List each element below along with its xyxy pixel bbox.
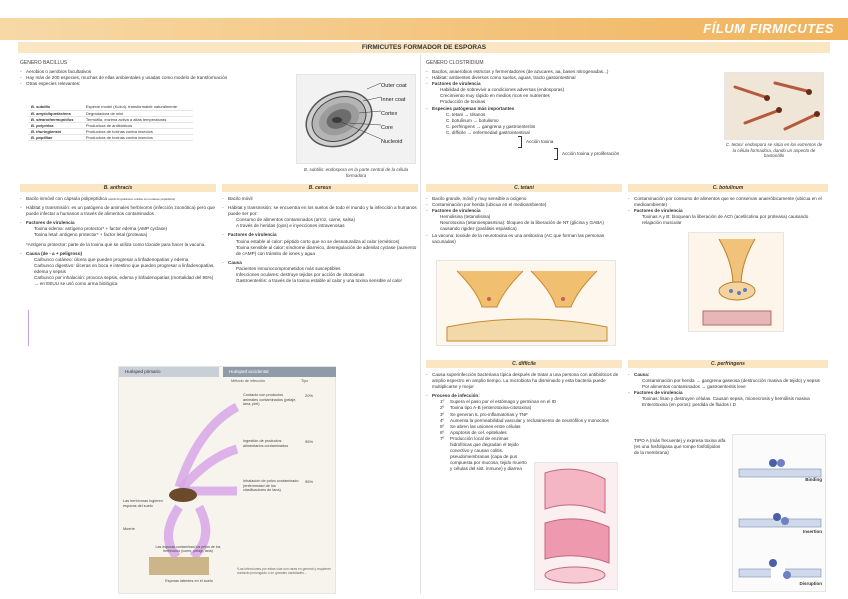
colitis-illustration — [534, 462, 618, 590]
anthracis-factor: Toxina edema: antígeno protector* + factor edema (AMP cyclase) — [34, 226, 168, 232]
diagram-pct: 95% — [305, 439, 314, 444]
anthracis-pane — [20, 184, 216, 287]
colon-svg — [535, 463, 619, 591]
perfringens-type-a: TIPO A (más frecuente) y expresa toxina alfa (es una fosfolipasa que rompe fosfolípidos de la membrana) — [634, 438, 726, 456]
species-name: B. thuringiensis — [28, 128, 83, 134]
bacillus-intro — [20, 60, 295, 87]
tetani-toxin: Neurotoxina (tetanoespasmina): bloqueo de la liberación de NT (glicina y GABA) causando rigidez (parálisis espástica) — [440, 220, 604, 232]
species-item: C. tetani → tétanos — [446, 111, 486, 117]
diagram-method: Método de infección — [231, 379, 265, 383]
anthracis-cause: Carbunco cutáneo: úlcera que pueden progresar a linfadenopatías y edema — [34, 256, 189, 262]
diagram-death-label: Muerte — [123, 527, 135, 531]
clostridium-heading: GENERO CLOSTRIDIUM — [426, 60, 484, 66]
perfringens-cause: Por alimentos contaminados → gastroenteritis leve — [642, 384, 746, 390]
difficile-list — [426, 372, 622, 399]
severity-arrow — [28, 310, 29, 346]
synapse-illustration — [437, 261, 617, 347]
spore-labels — [381, 79, 407, 149]
diagram-col-primary: Huésped primario — [119, 367, 219, 377]
cereus-factors-heading: - Factores de virulencia — [222, 232, 418, 238]
toxin-mechanism-diagram — [732, 434, 826, 592]
anthracis-title: B. anthracis — [20, 184, 216, 192]
difficile-cause: - Causa superinfección bacteriana típica después de tratar a una persona con antibióticos de amplio espectro en amplio tiempo. La microbiota ha disminuido y esta bacteria puede multiplicarse y mejor — [426, 372, 622, 390]
difficile-title: C. difficile — [426, 360, 622, 368]
cereus-factor: Toxina sensible al calor: síndrome diarreico, desregulación de adenilat cyclase (aumento de cAMP) con tránsito de iones y agua — [236, 244, 417, 256]
diagram-route: Contacto con productos animales contaminados (pelaje, lana, piel) — [243, 393, 297, 407]
anthrax-transmission-diagram — [118, 366, 336, 594]
cereus-habitat: - Hábitat y transmisión: se encuentra en los suelos de todo el mundo y la infección a humanos puede ser por: — [222, 205, 418, 217]
perfringens-factor: Enterotoxina (en poros): perdida de fluidos I.D — [642, 402, 736, 408]
diagram-route: Inhalación de polvo contaminado (enfermedad de los clasificadores de lana) — [243, 479, 299, 493]
perfringens-factor: Toxinas: lisan y destruyen células. Causan sepsis, mionecrosis y hemólisis masiva — [642, 396, 810, 402]
step-row: 1º Supera el paso por el estómago y germinan en el ID — [440, 399, 557, 405]
anthracis-cause: Carbunco por inhalación: provoca sepsis, edema y linfadenopatías (mortalidad del 95%) → en EEUU se usó como arma biológica — [34, 275, 214, 287]
section-band — [18, 42, 830, 53]
clostridium-bullet: - Hábitat: ambientes diversos como suelos, aguas, tracto gastointestinal — [426, 75, 716, 81]
species-item: C. difficile → enfermedad gastrointestinal — [446, 129, 530, 135]
left-column — [18, 54, 418, 599]
bacillus-bullets — [20, 69, 295, 87]
perfringens-title: C. perfringens — [628, 360, 828, 368]
disruption-label: Disruption — [799, 581, 822, 586]
tetani-toxin: Hemolisina (tetanolisina) — [440, 214, 491, 220]
species-item: C. botulinum → botulismo — [446, 117, 499, 123]
cereus-cause: Pacientes inmunocomprometidos más susceptibles — [236, 265, 341, 271]
step-row: 7º Producción local de enzimas hidrolíticas que degradan el tejido conectivo y causan colitis, pseudomembranas (capa de pus compuesta por mucosa, tejido muerto y células del sist. inmune) y diarrea — [440, 435, 527, 472]
species-desc: Degradadora de miel — [83, 110, 193, 116]
anthracis-factor: Toxina letal: antígeno protector* + factor letal (proteasa) — [34, 232, 148, 238]
botulinum-neuron-diagram — [688, 232, 784, 332]
perfringens-list — [628, 372, 828, 409]
cereus-cause: Infecciones oculares: destruye tejidos por acción de citotoxinas — [236, 272, 365, 278]
botulinum-item: - Contaminación por consumo de alimentos que se conservan anaeróbicamente (ubicua en el medioambiente) — [628, 196, 828, 208]
diagram-pct: 20% — [305, 393, 314, 398]
cereus-pane — [222, 184, 418, 284]
step-row: 5º Se abren las uniones entre células — [440, 423, 521, 429]
toxin-mechanism-svg — [733, 435, 827, 593]
botulinum-item: - Factores de virulencia — [628, 208, 828, 214]
bacillus-bullet: - Hay más de 200 especies, muchas de ellas ambientales y usadas como modelo de transformación — [20, 75, 295, 81]
group2-label: Acción toxina y proliferación — [562, 151, 620, 156]
diagram-note: *Las infecciones por estas vías son raras en general y requieren contacto prolongado o en grandes cantidades... — [237, 567, 332, 575]
banner-title: FÍLUM FIRMICUTES — [703, 21, 834, 36]
difficile-process-heading: - Proceso de infección: — [426, 393, 622, 399]
perfringens-cause: Contaminación por herida → gangrena gaseosa (destrucción masiva de tejido) y sepsis — [642, 378, 820, 384]
anthracis-list — [20, 196, 216, 287]
species-item: C. perfringens → gangrena y gastroenteritis — [446, 123, 536, 129]
cereus-route: Consumo de alimentos contaminados (arroz, carne, salsa) — [236, 217, 355, 223]
species-name: B. subtilis — [28, 104, 83, 110]
perfringens-causes-heading: - Causa: — [628, 372, 828, 378]
anthracis-habitat: - Hábitat y transmisión: es un patógeno de animales herbívoros (infección zoonótica) pero que puede infectar a humanos a través de alimentos contaminados — [20, 205, 216, 217]
bacillus-bullet: - Aerobios o aerobios facultativos — [20, 69, 295, 75]
group1-label: Acción toxina — [526, 139, 554, 144]
cereus-route: A través de heridas (ojos) e inyecciones intravenosas — [236, 223, 345, 229]
section-title: FIRMICUTES FORMADOR DE ESPORAS — [361, 44, 487, 51]
spore-label: Core — [381, 125, 393, 131]
species-desc: Termófila, enzima activa a altas temperaturas — [83, 116, 193, 122]
step-row: 6º Apoptosis de cel. epiteliales — [440, 429, 507, 435]
tetani-item: - Bacilo grande, móvil y muy sensible a oxígeno — [426, 196, 622, 202]
step-row: 4º Aumenta la permeabilidad vascular y reclutamiento de neutrófilos y monocitos — [440, 417, 609, 423]
diagram-pct: 95% — [305, 479, 314, 484]
spore-micrograph — [296, 74, 416, 164]
column-divider — [420, 54, 421, 594]
spore-label: Nucleoid — [381, 139, 403, 145]
spore-label: Outer coat — [381, 83, 407, 89]
tetani-vaccine: - La vacuna: toxoide de la neurotoxina es una antitoxina (AC que forman las personas vacunadas) — [426, 233, 622, 245]
cereus-cause: Gastroenteritis: a través de la toxina estable al calor y una toxina sensible al calor — [236, 278, 402, 284]
bracket-2 — [554, 148, 558, 160]
tetani-caption: C. tetani: endospora se sitúa en los extremos de la célula formadora, dando un aspecto de baston/illo — [725, 142, 823, 158]
diagram-bottom-label: Las esporas contaminan los pelos de los herbívoros (cuero, pelaje, lana) — [155, 545, 221, 554]
table-row — [28, 134, 193, 140]
bacillus-heading: GENERO BACILLUS — [20, 60, 68, 66]
clostridium-bullets — [426, 69, 716, 136]
binding-label: Binding — [805, 477, 822, 482]
tetani-item: - Factores de virulencia — [426, 208, 622, 214]
clostridium-bullet: - Factores de virulencia — [426, 81, 716, 87]
step-row: 2º Toxina tipo A-B (enterotoxina-citotoxina) — [440, 405, 532, 411]
cereus-factor: Toxina estable al calor: péptido corto que no se desnaturaliza al calor (eméticos) — [236, 238, 400, 244]
diagram-route: Ingestión de productos alimentarios contaminados — [243, 439, 289, 448]
bacillus-bullet: - Otras especies relevantes: — [20, 81, 295, 87]
tetani-title: C. tetani — [426, 184, 622, 192]
perfringens-factors-heading: - Factores de virulencia — [628, 390, 828, 396]
tetani-item: - Contaminación por herida (ubicua en el medioambiente) — [426, 202, 622, 208]
anthracis-causes-heading: - Causa (de - a + peligroso) — [20, 251, 216, 257]
page-banner — [0, 18, 848, 40]
species-name: B. popilliae — [28, 134, 83, 140]
spore-label: Cortex — [381, 111, 398, 117]
species-name: B. polymixa — [28, 122, 83, 128]
cereus-list — [222, 196, 418, 284]
diagram-soil-label: Esporas latentes en el suelo — [165, 579, 213, 583]
species-desc: Productora de antibióticos — [83, 122, 193, 128]
tetani-synapse-diagram — [436, 260, 616, 346]
botulinum-pane — [628, 184, 828, 226]
anthracis-cause: Carbunco digestivo: úlceras en boca e intestino que pueden progresar a linfadenopatías, edema y sepsis — [34, 262, 215, 274]
diagram-type: Tipo — [301, 379, 309, 383]
step-row: 3º Se generan IL pro-inflamatorias y TNF — [440, 411, 528, 417]
tetani-micrograph — [724, 72, 824, 140]
difficile-pane — [426, 360, 622, 473]
spore-label: Inner coat — [381, 97, 406, 103]
diagram-herbivore-label: Las herbívoras ingieren esporas del suelo — [123, 499, 163, 508]
species-desc: Productora de toxinas contra insectos — [83, 128, 193, 134]
tetani-pane — [426, 184, 622, 245]
insertion-label: Insertion — [802, 529, 822, 534]
botulinum-list — [628, 196, 828, 226]
cereus-causes-heading: - Causa — [222, 260, 418, 266]
bacillus-species-table — [28, 104, 193, 141]
perfringens-pane — [628, 360, 828, 586]
bracket-1 — [518, 136, 522, 148]
virulence-item: Habilidad de sobrevivir a condiciones adversas (endosporas) — [440, 87, 565, 93]
anthracis-intro: - Bacilo inmóvil con cápsula polipeptídica (ácido D-glutámico unidos con enlaces peptídicos) — [20, 196, 216, 202]
spore-caption: B. subtilis: endospora en la parte central de la célula formadora — [303, 167, 409, 178]
botulinum-toxin: Toxinas A y B: bloquean la liberación de ACh (acetilcolina por proteasa) causando relajación muscular — [642, 214, 809, 226]
tetani-list — [426, 196, 622, 245]
cereus-title: B. cereus — [222, 184, 418, 192]
species-desc: Especie model (Kozul), transformable naturalmente — [83, 104, 193, 110]
right-column — [424, 54, 830, 599]
botulinum-title: C. botulinum — [628, 184, 828, 192]
diagram-col-accidental: Huésped accidental — [223, 367, 336, 377]
species-name: B. amyloliquefaciens — [28, 110, 83, 116]
species-desc: Productora de toxinas contra insectos — [83, 134, 193, 140]
virulence-item: Crecimiento muy rápido en medios ricos en nutrientes — [440, 93, 550, 99]
species-name: B. stearothermophilus — [28, 116, 83, 122]
clostridium-intro — [426, 60, 716, 156]
anthracis-factors-heading: - Factores de virulencia — [20, 220, 216, 226]
cereus-intro: - Bacilo móvil — [222, 196, 418, 202]
anthracis-footnote: *Antígeno protector: parte de la toxina que se utiliza como tóxoide para hacer la vacuna. — [26, 241, 206, 247]
species-heading: - Especies patógenas más importantes — [426, 106, 716, 112]
virulence-item: Producción de toxinas — [440, 99, 486, 105]
tetani-cells — [725, 73, 825, 141]
clostridium-bullet: - Bacilos, anaerobios estrictos y fermentadores (de azucares, aa, bases nitrogenadas...) — [426, 69, 716, 75]
neuron-illustration — [689, 233, 785, 333]
